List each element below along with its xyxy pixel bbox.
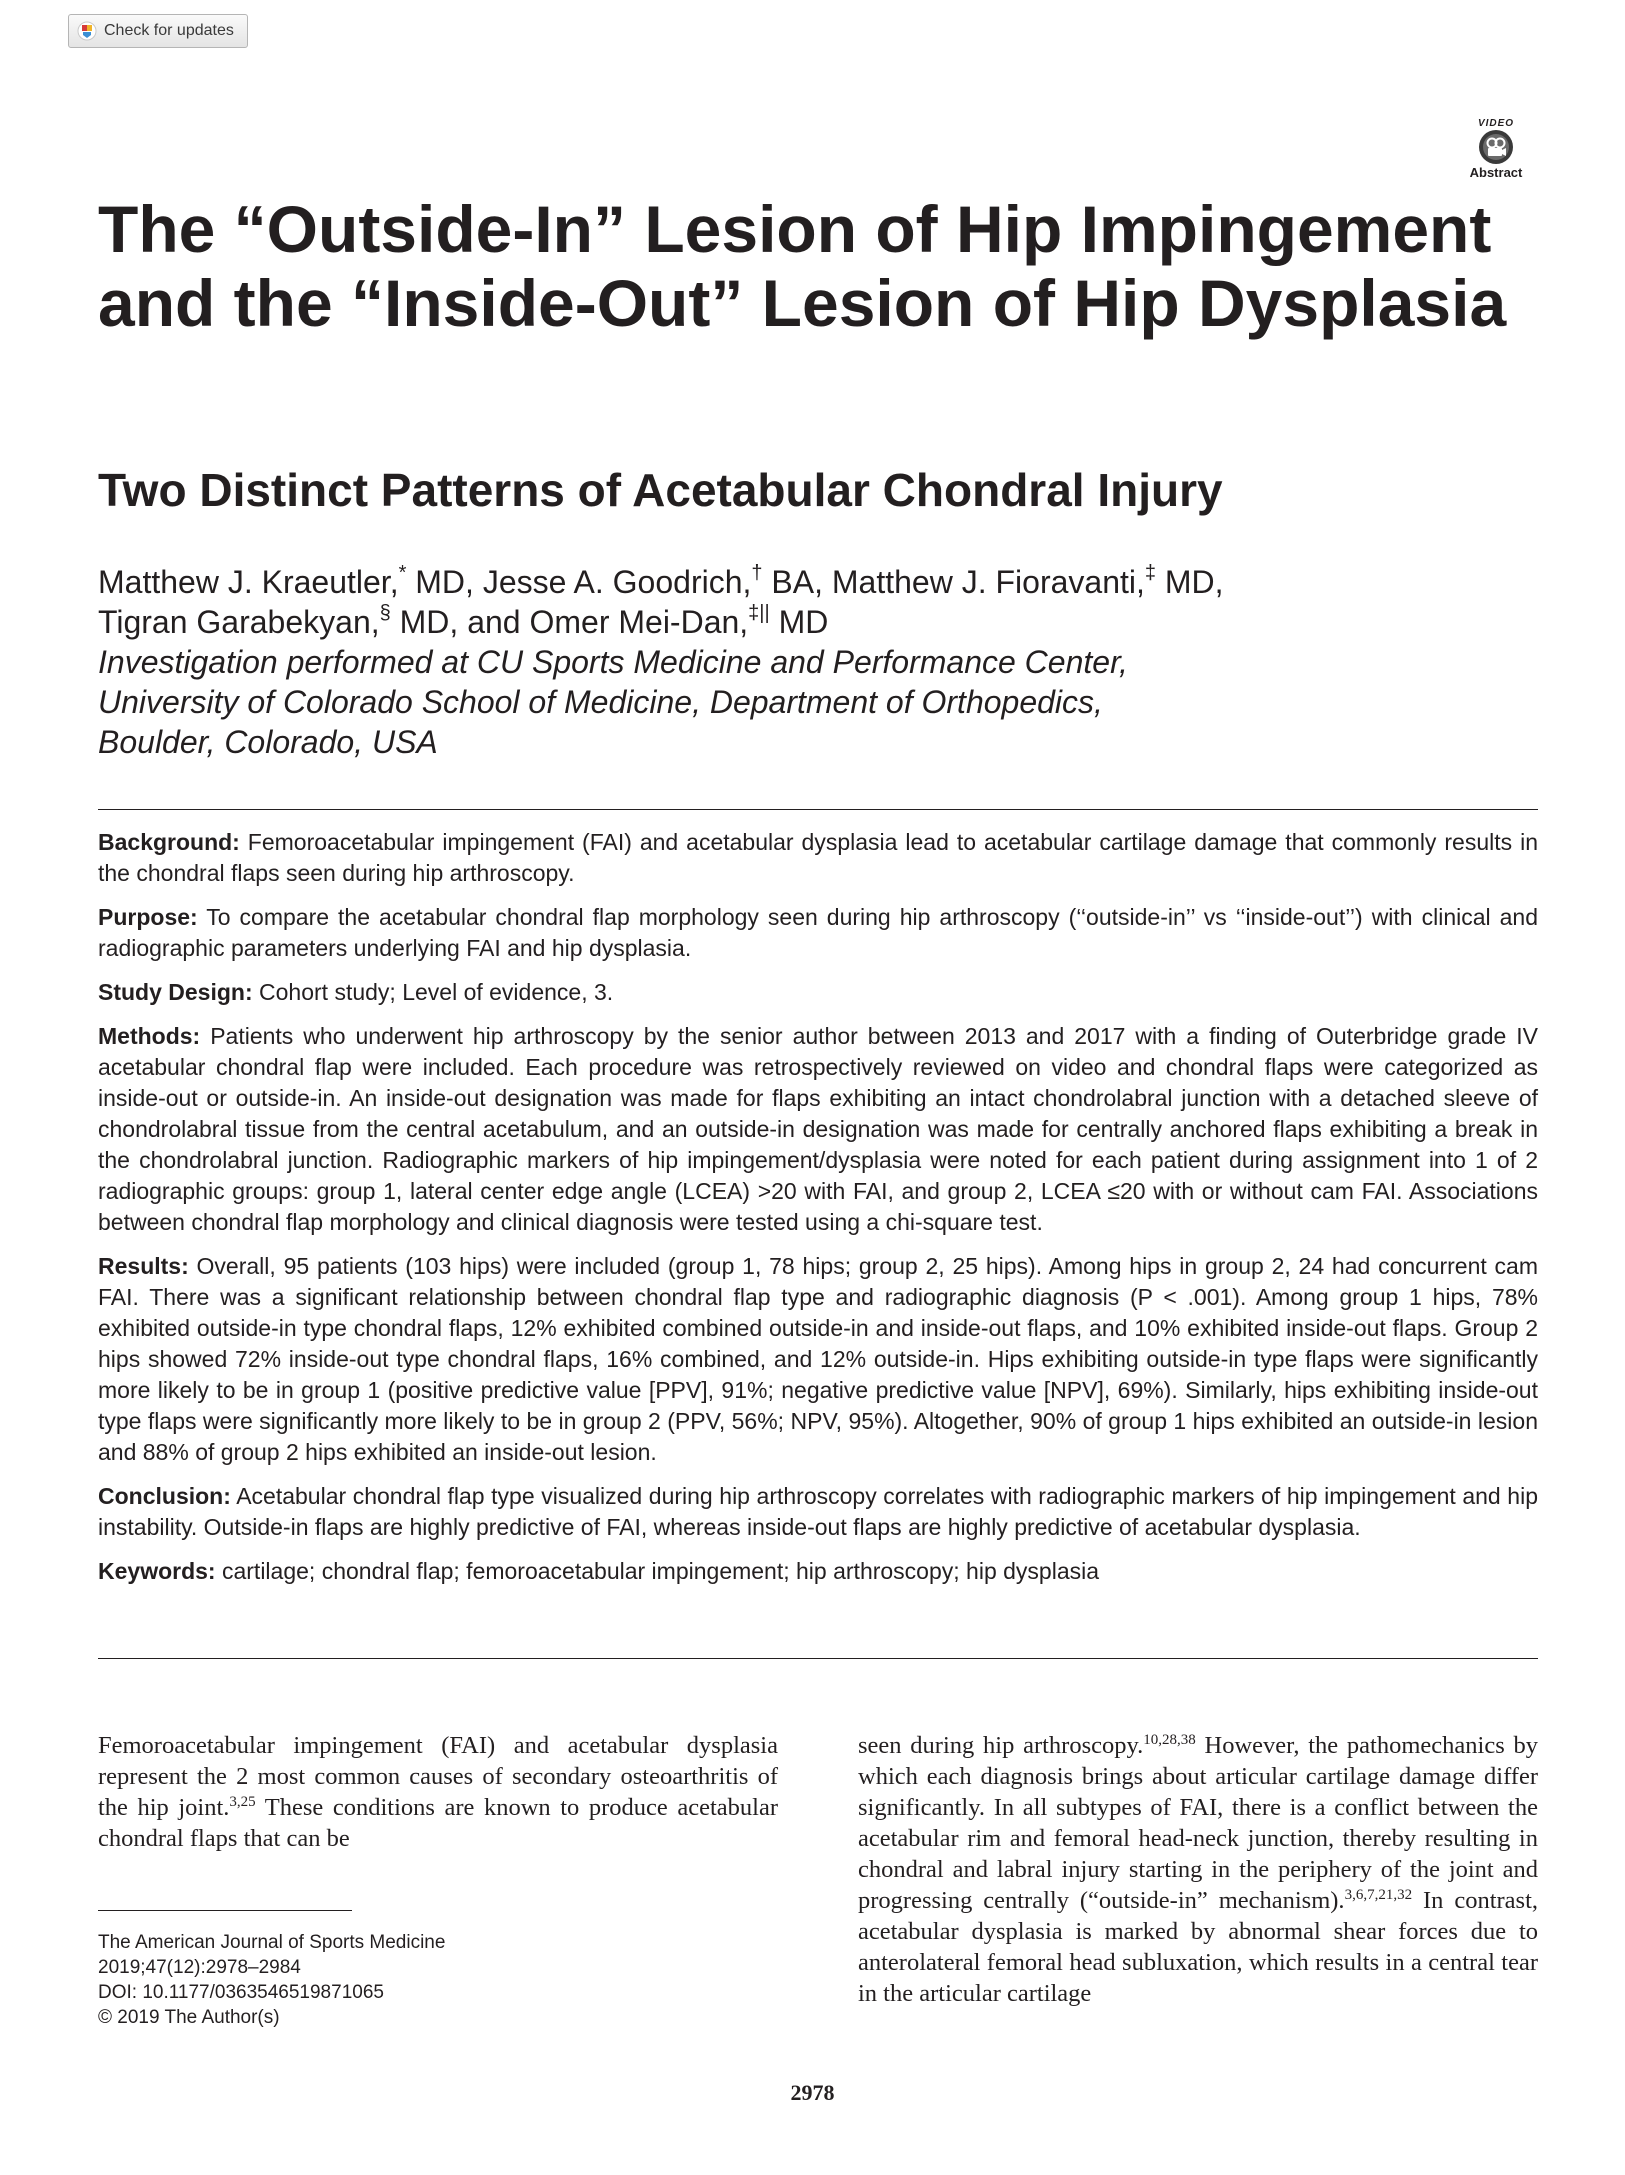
abstract xyxy=(98,827,1538,1600)
author-degree: BA, xyxy=(771,564,823,600)
citation-ref[interactable]: 3,6,7,21,32 xyxy=(1344,1886,1413,1903)
author-mark: † xyxy=(751,562,763,585)
footnote-divider xyxy=(98,1910,352,1911)
journal-doi[interactable]: DOI: 10.1177/0363546519871065 xyxy=(98,1982,384,2003)
affiliation-line: University of Colorado School of Medicine, Department of Orthopedics, xyxy=(98,684,1103,720)
body-paragraph xyxy=(858,1730,1538,2009)
article-subtitle: Two Distinct Patterns of Acetabular Chondral Injury xyxy=(98,464,1223,516)
page-number: 2978 xyxy=(790,2080,835,2105)
author-mark: § xyxy=(379,602,391,625)
section-text: Acetabular chondral flap type visualized during hip arthroscopy correlates with radiographic markers of hip impingement and hip instability. Outside-in flaps are highly predictive of FAI, whereas inside-out flaps are highly predictive of acetabular dysplasia. xyxy=(98,1483,1538,1540)
abstract-study-design xyxy=(98,977,1538,1008)
section-label: Methods: xyxy=(98,1023,201,1049)
journal-copyright: © 2019 The Author(s) xyxy=(98,2007,280,2028)
author-name: Matthew J. Kraeutler, xyxy=(98,564,399,600)
abstract-keywords xyxy=(98,1556,1538,1587)
author-list xyxy=(98,562,1518,642)
abstract-background xyxy=(98,827,1538,889)
abstract-purpose xyxy=(98,902,1538,964)
body-column-left xyxy=(98,1730,778,1854)
video-label: VIDEO xyxy=(1477,118,1515,129)
check-for-updates-button[interactable] xyxy=(68,14,248,48)
affiliation-line: Boulder, Colorado, USA xyxy=(98,724,438,760)
section-text: Femoroacetabular impingement (FAI) and acetabular dysplasia lead to acetabular cartilage damage that commonly results in the chondral flaps seen during hip arthroscopy. xyxy=(98,829,1538,886)
journal-name: The American Journal of Sports Medicine xyxy=(98,1932,446,1953)
author-degree: MD, and xyxy=(399,604,521,640)
affiliation xyxy=(98,642,1518,762)
section-label: Study Design: xyxy=(98,979,253,1005)
video-camera-icon xyxy=(1478,129,1514,165)
author-mark: ‡|| xyxy=(748,602,770,625)
body-text: Femoroacetabular impingement (FAI) and acetabular dysplasia represent the 2 most common causes of secondary osteoarthritis of the hip joint. xyxy=(98,1732,778,1821)
abstract-bottom-divider xyxy=(98,1658,1538,1659)
citation-ref[interactable]: 3,25 xyxy=(229,1793,256,1810)
abstract-methods xyxy=(98,1021,1538,1238)
author-degree: MD xyxy=(778,604,829,640)
body-paragraph xyxy=(98,1730,778,1854)
body-text: In contrast, acetabular dysplasia is marked by abnormal shear forces due to anterolateral femoral head subluxation, which results in a central tear in the articular cartilage xyxy=(858,1887,1539,2007)
section-text: Patients who underwent hip arthroscopy by the senior author between 2013 and 2017 with a finding of Outerbridge grade IV acetabular chondral flap were included. Each procedure was retrospectively reviewed on video and chondral flaps were categorized as inside-out or outside-in. An inside-out designation was made for flaps exhibiting an intact chondrolabral junction with a detached sleeve of chondrolabral tissue from the central acetabulum, and an outside-in designation was made for centrally anchored flaps exhibiting a break in the chondrolabral junction. Radiographic markers of hip impingement/dysplasia were noted for each patient during assignment into 1 of 2 radiographic groups: group 1, lateral center edge angle (LCEA) >20 with FAI, and group 2, LCEA ≤20 with or without cam FAI. Associations between chondral flap morphology and clinical diagnosis were tested using a chi-square test. xyxy=(98,1023,1538,1235)
section-label: Conclusion: xyxy=(98,1483,231,1509)
body-text: However, the pathomechanics by which each diagnosis brings about articular cartilage damage differ significantly. In all subtypes of FAI, there is a conflict between the acetabular rim and femoral head-neck junction, thereby resulting in chondral and labral injury starting in the periphery of the joint and progressing centrally (“outside-in” mechanism). xyxy=(858,1732,1539,1914)
section-label: Keywords: xyxy=(98,1558,216,1584)
section-label: Purpose: xyxy=(98,904,198,930)
abstract-top-divider xyxy=(98,809,1538,810)
video-abstract-link[interactable] xyxy=(1466,118,1526,196)
author-name: Jesse A. Goodrich, xyxy=(482,564,752,600)
abstract-results xyxy=(98,1251,1538,1468)
citation-ref[interactable]: 10,28,38 xyxy=(1143,1731,1196,1748)
author-degree: MD, xyxy=(1164,564,1224,600)
author-degree: MD, xyxy=(415,564,474,600)
abstract-label: Abstract xyxy=(1469,165,1523,180)
section-text: To compare the acetabular chondral flap morphology seen during hip arthroscopy (‘‘outside-in’’ vs ‘‘inside-out’’) with clinical and radiographic parameters underlying FAI and hip dysplasia. xyxy=(98,904,1538,961)
section-text: Cohort study; Level of evidence, 3. xyxy=(252,979,614,1005)
section-label: Results: xyxy=(98,1253,189,1279)
crossmark-icon xyxy=(77,21,97,41)
section-text: cartilage; chondral flap; femoroacetabular impingement; hip arthroscopy; hip dysplasia xyxy=(215,1558,1100,1584)
author-name: Omer Mei-Dan, xyxy=(529,604,749,640)
abstract-conclusion xyxy=(98,1481,1538,1543)
body-column-right xyxy=(858,1730,1538,2009)
author-mark: * xyxy=(398,562,407,585)
author-name: Tigran Garabekyan, xyxy=(98,604,380,640)
check-updates-label: Check for updates xyxy=(104,22,234,39)
journal-citation: 2019;47(12):2978–2984 xyxy=(98,1957,301,1978)
body-text: seen during hip arthroscopy. xyxy=(858,1732,1144,1759)
author-mark: ‡ xyxy=(1144,562,1156,585)
section-label: Background: xyxy=(98,829,240,855)
affiliation-line: Investigation performed at CU Sports Medicine and Performance Center, xyxy=(98,644,1128,680)
section-text: Overall, 95 patients (103 hips) were included (group 1, 78 hips; group 2, 25 hips). Among hips in group 2, 24 had concurrent cam FAI. There was a significant relationship between chondral flap type and radiographic diagnosis (P < .001). Among group 1 hips, 78% exhibited outside-in type chondral flaps, 12% exhibited combined outside-in and inside-out flaps, and 10% exhibited inside-out flaps. Group 2 hips showed 72% inside-out type chondral flaps, 16% combined, and 12% outside-in. Hips exhibiting outside-in type flaps were significantly more likely to be in group 1 (positive predictive value [PPV], 91%; negative predictive value [NPV], 69%). Similarly, hips exhibiting inside-out type flaps were significantly more likely to be in group 2 (PPV, 56%; NPV, 95%). Altogether, 90% of group 1 hips exhibited an outside-in lesion and 88% of group 2 hips exhibited an inside-out lesion. xyxy=(98,1253,1538,1465)
body-text: These conditions are known to produce acetabular chondral flaps that can be xyxy=(98,1794,778,1852)
article-title: The “Outside-In” Lesion of Hip Impingement and the “Inside-Out” Lesion of Hip Dysplasia xyxy=(98,192,1507,340)
author-name: Matthew J. Fioravanti, xyxy=(831,564,1145,600)
journal-info xyxy=(98,1930,618,2030)
